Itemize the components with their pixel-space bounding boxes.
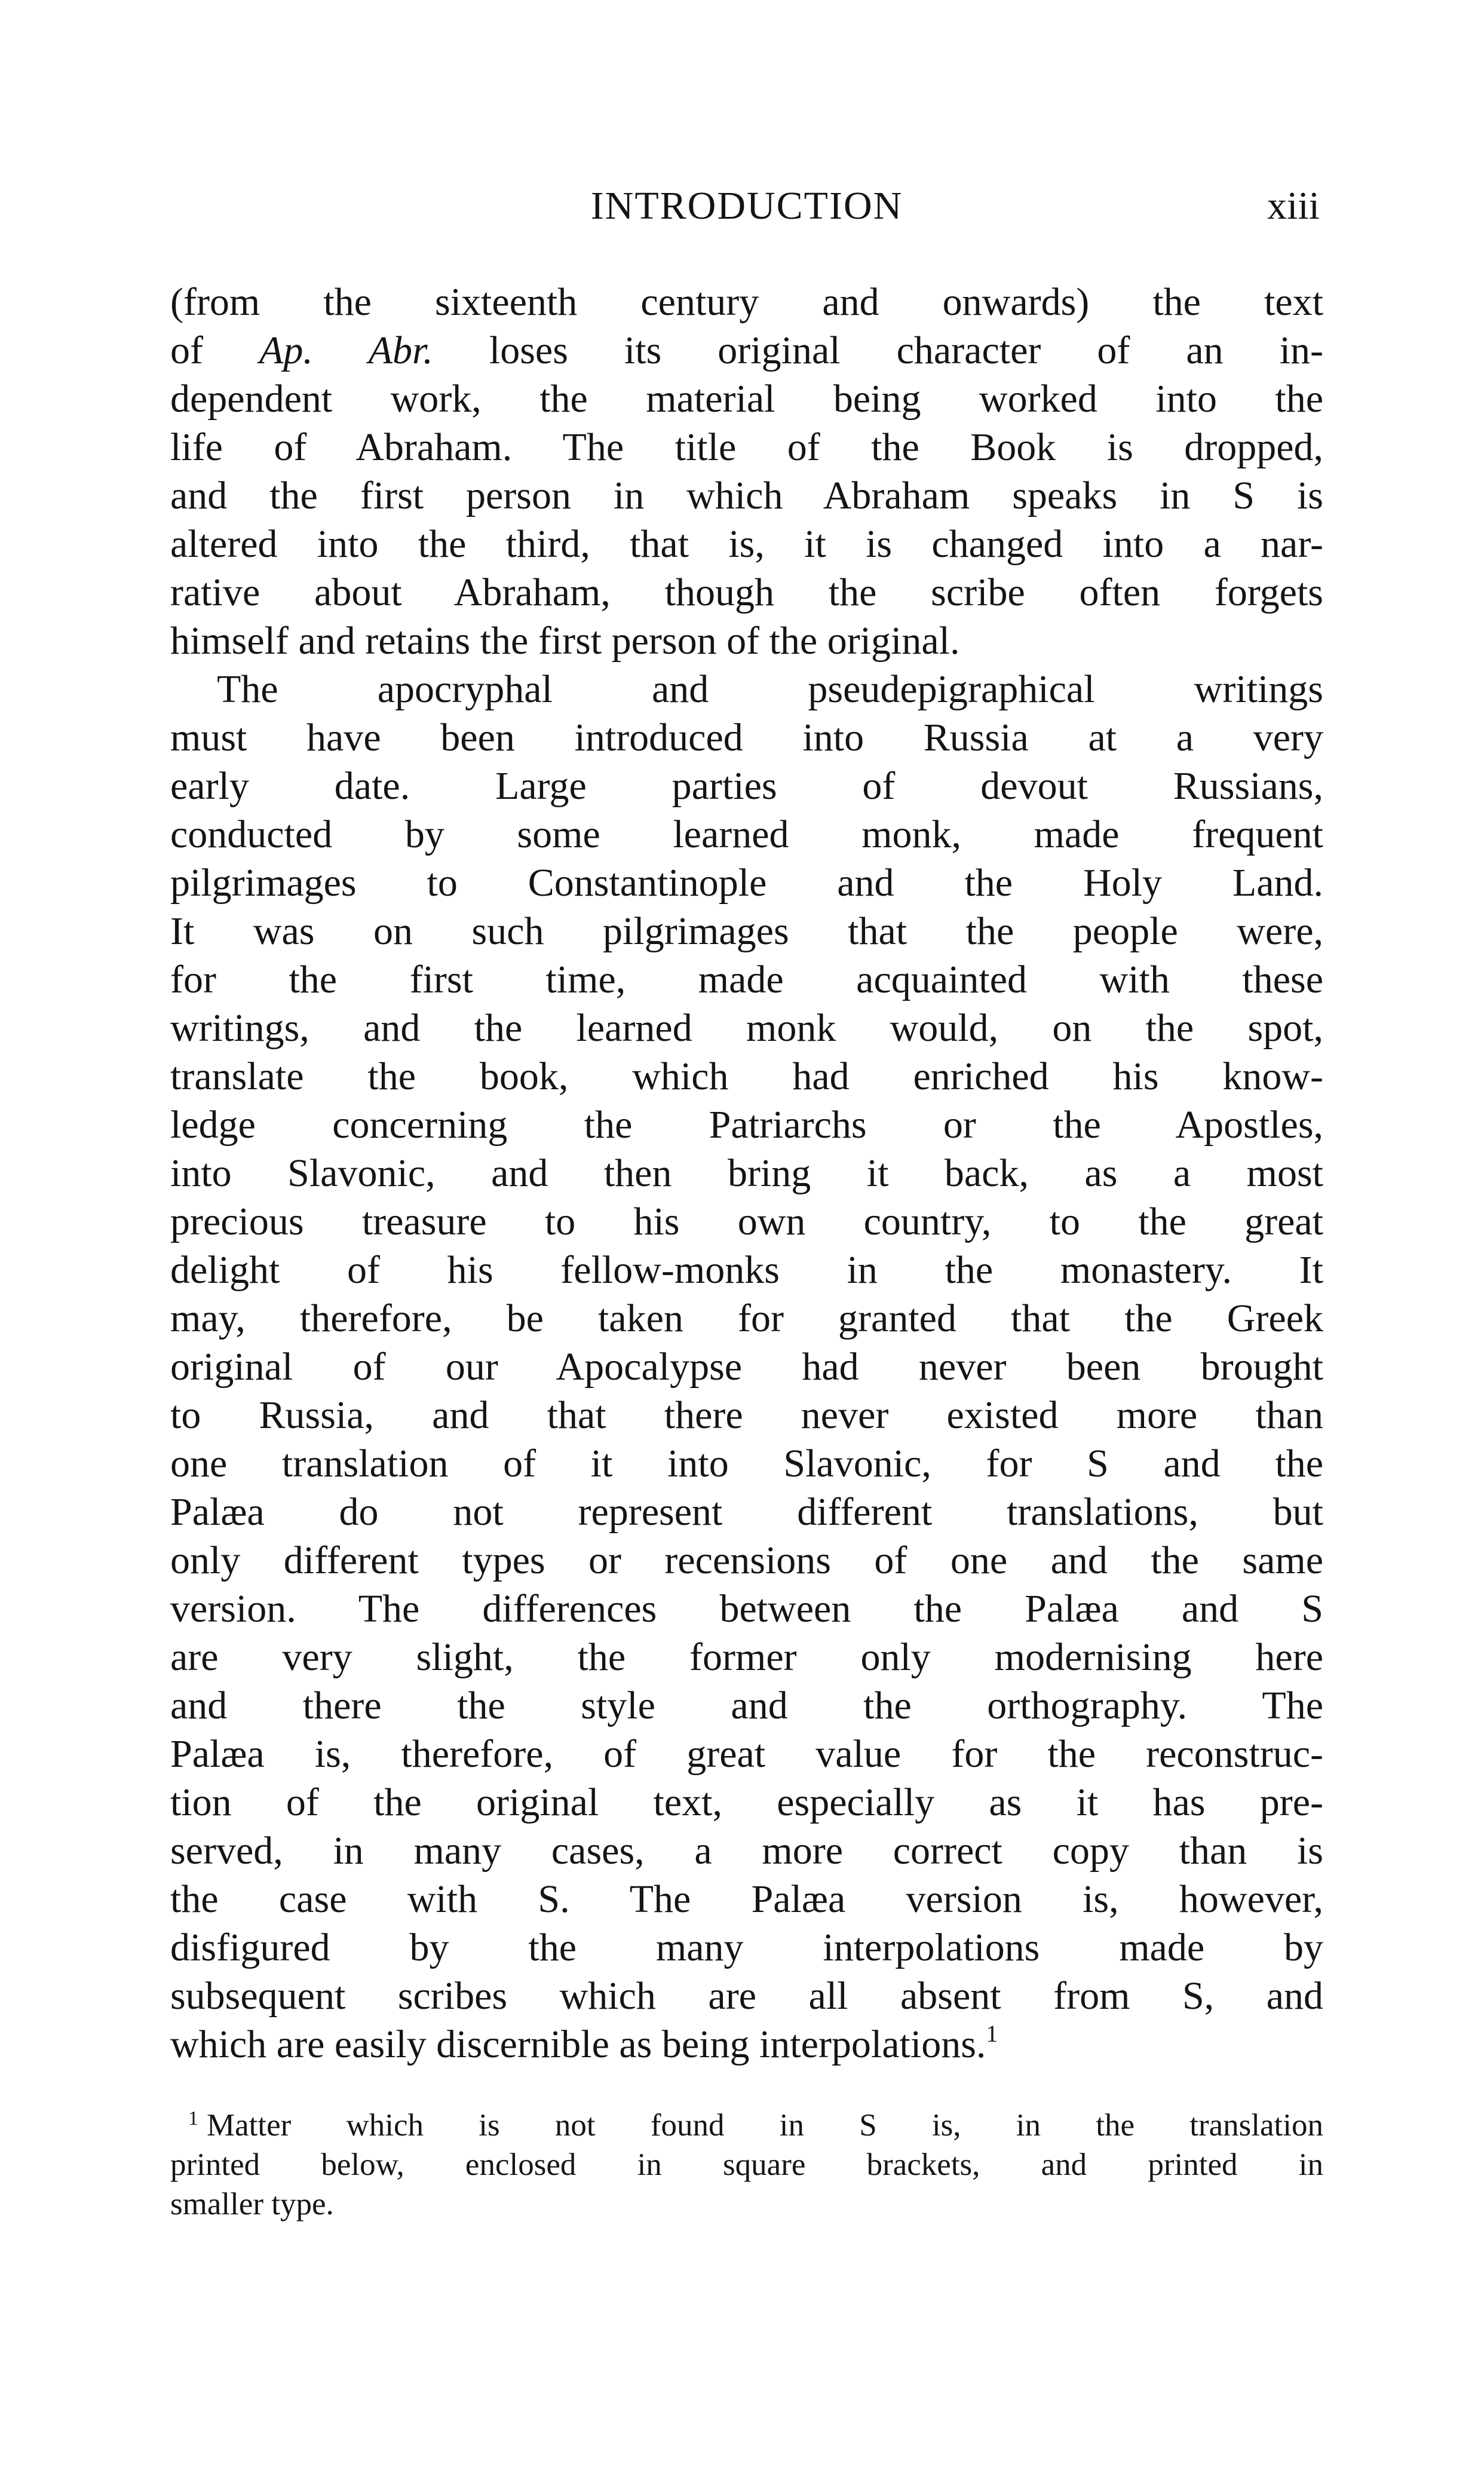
text-line: to Russia, and that there never existed more than	[170, 1393, 1323, 1437]
body-text	[170, 278, 1323, 2069]
text-line: served, in many cases, a more correct copy than is	[170, 1829, 1323, 1873]
text-line: early date. Large parties of devout Russians,	[170, 764, 1323, 808]
text-line: altered into the third, that is, it is changed into a nar-	[170, 522, 1323, 566]
page-header	[170, 179, 1323, 233]
text-line: pilgrimages to Constantinople and the Holy Land.	[170, 861, 1323, 905]
text-line: are very slight, the former only modernising here	[170, 1635, 1323, 1679]
footnote-marker: 1	[188, 2107, 198, 2129]
text-line: for the first time, made acquainted with these	[170, 958, 1323, 1001]
text-line	[170, 2020, 1323, 2069]
text-line: and the first person in which Abraham speaks in S is	[170, 474, 1323, 517]
text-line: Palæa do not represent different translations, but	[170, 1490, 1323, 1534]
text-line	[170, 326, 1323, 375]
text-fragment: loses its original character of an in-	[489, 329, 1323, 372]
text-line: himself and retains the first person of the original.	[170, 619, 960, 663]
text-line: delight of his fellow-monks in the monastery. It	[170, 1248, 1323, 1292]
running-title: INTRODUCTION	[590, 184, 903, 228]
text-line: the case with S. The Palæa version is, however,	[170, 1877, 1323, 1921]
text-line: dependent work, the material being worked into the	[170, 377, 1323, 421]
text-line: conducted by some learned monk, made frequent	[170, 813, 1323, 856]
text-line: life of Abraham. The title of the Book is dropped,	[170, 425, 1323, 469]
text-line: one translation of it into Slavonic, for S and the	[170, 1442, 1323, 1485]
footnote-line	[170, 2106, 1323, 2145]
text-line: original of our Apocalypse had never been brought	[170, 1345, 1323, 1389]
text-line: may, therefore, be taken for granted that the Greek	[170, 1297, 1323, 1340]
text-line: translate the book, which had enriched his know-	[170, 1055, 1323, 1098]
footnote-reference[interactable]: 1	[986, 2020, 998, 2047]
text-line: subsequent scribes which are all absent from S, and	[170, 1974, 1323, 2018]
footnotes	[170, 2106, 1323, 2224]
text-line: It was on such pilgrimages that the people were,	[170, 909, 1323, 953]
footnote-line: smaller type.	[170, 2187, 334, 2222]
text-line: disfigured by the many interpolations made by	[170, 1926, 1323, 1969]
text-line: tion of the original text, especially as it has pre-	[170, 1781, 1323, 1824]
text-line: must have been introduced into Russia at a very	[170, 716, 1323, 759]
text-fragment: which are easily discernible as being interpolations.	[170, 2023, 986, 2066]
text-line: into Slavonic, and then bring it back, as a most	[170, 1151, 1323, 1195]
text-fragment: of	[170, 329, 203, 372]
page-number: xiii	[1267, 184, 1320, 228]
text-line: and there the style and the orthography. The	[170, 1684, 1323, 1727]
paragraph-start-line: The apocryphal and pseudepigraphical writings	[217, 667, 1323, 711]
footnote-line: printed below, enclosed in square brackets, and printed in	[170, 2147, 1323, 2182]
text-line: only different types or recensions of one and the same	[170, 1539, 1323, 1582]
title-abbreviation: Ap. Abr.	[259, 329, 433, 372]
text-line: precious treasure to his own country, to the great	[170, 1200, 1323, 1243]
text-line: (from the sixteenth century and onwards) the text	[170, 280, 1323, 324]
text-line: writings, and the learned monk would, on the spot,	[170, 1006, 1323, 1050]
text-line: rative about Abraham, though the scribe often forgets	[170, 571, 1323, 614]
text-line: Palæa is, therefore, of great value for the reconstruc-	[170, 1732, 1323, 1776]
text-line: ledge concerning the Patriarchs or the Apostles,	[170, 1103, 1323, 1147]
footnote-text: Matter which is not found in S is, in the translation	[207, 2108, 1323, 2143]
text-line: version. The differences between the Palæa and S	[170, 1587, 1323, 1631]
